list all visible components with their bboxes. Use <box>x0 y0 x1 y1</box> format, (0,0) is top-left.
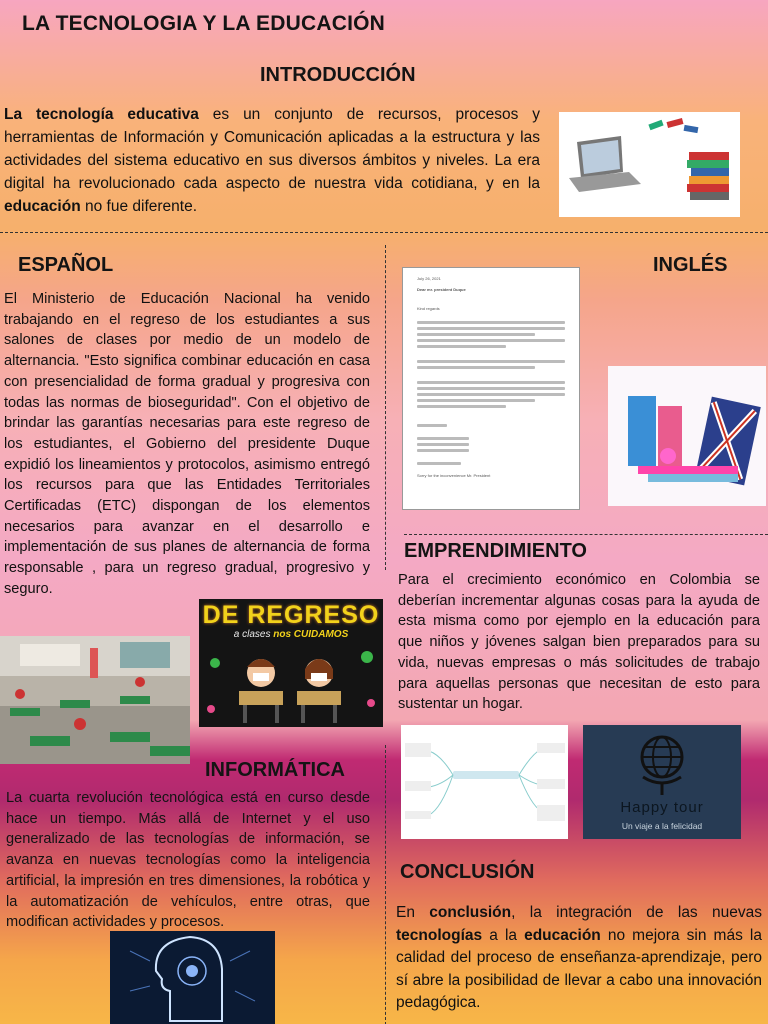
emprendimiento-heading: EMPRENDIMIENTO <box>404 540 587 562</box>
divider-emprendimiento <box>404 534 768 535</box>
laptop-books-image <box>559 112 740 217</box>
letter-image <box>402 267 580 510</box>
informatica-heading: INFORMÁTICA <box>205 759 345 781</box>
espanol-text: El Ministerio de Educación Nacional ha venido trabajando en el regreso de los estudiantes a sus salones de clases por medio de un modelo de alternancia. "Esto significa combinar educación en casa con presencialidad de forma gradual y progresiva con todas las normas de bioseguridad". Con el objetivo de brindar las garantías necesarias para este regreso de los estudiantes, el Gobierno del presidente Duque expidió los lineamientos y protocolos, asimismo entregó los recursos para que las Entidades Territoriales Certificadas (ETC) dispongan de los elementos necesarios para avanzar en el desarrollo e implementación de sus planes de alternancia de forma responsable , para un regreso gradual, progresivo y seguro. <box>4 291 370 597</box>
happy-tour-tagline: Un viaje a la felicidad <box>621 821 703 831</box>
informatica-text: La cuarta revolución tecnológica está en curso desde hace un tiempo. Más allá de Internet y el uso generalizado de las tecnologías de información, se avanza en nuevas tecnologías como la inteligencia artificial, la impresión en tres dimensiones, la robótica y la automatización de vehículos, entre otras, que modifican actividades y procesos. <box>6 790 370 931</box>
page-title: LA TECNOLOGIA Y LA EDUCACIÓN <box>22 12 385 35</box>
emprendimiento-text: Para el crecimiento económico en Colombia se deberían incrementar algunas cosas para la ayuda de esta misma como por ejemplo en la educación para que niños y jóvenes salgan bien preparados para su vida, nuevas empresas o más solicitudes de trabajo para aquellas personas que necesitan de esto para sustentar un hogar. <box>398 572 760 713</box>
divider-horizontal <box>0 232 768 233</box>
poster-subtitle: a clases nos CUIDAMOS <box>233 629 349 640</box>
letter-salutation: Dear mr. president Duque <box>417 287 466 292</box>
globe-icon <box>637 729 687 799</box>
classroom-photo <box>0 636 190 764</box>
poster-title: DE REGRESO <box>202 601 380 629</box>
intro-bold-education: educación <box>4 198 81 215</box>
letter-date: July 26, 2021 <box>417 276 441 281</box>
intro-bold-term: La tecnología educativa <box>4 106 199 123</box>
happy-tour-logo <box>583 725 741 839</box>
letter-greeting: Kind regards <box>417 306 440 311</box>
intro-text: La tecnología educativa es un conjunto de recursos, procesos y herramientas de Información y Comunicación aplicadas a la estructura y las actividades del sistema educativo en sus diversos ámbitos y niveles. La era digital ha revolucionado cada aspecto de nuestra vida cotidiana, y en la educación no fue diferente. <box>4 106 541 215</box>
poster-kids-illustration <box>199 643 383 727</box>
divider-vertical <box>385 245 386 570</box>
conclusion-heading: CONCLUSIÓN <box>400 861 535 883</box>
letter-closing: Sorry for the inconvenience Mr. President <box>417 473 491 478</box>
back-to-school-poster <box>199 599 383 727</box>
english-books-image <box>608 366 766 506</box>
conclusion-text: En conclusión, la integración de las nuevas tecnologías a la educación no mejora sin más la calidad del proceso de enseñanza-aprendizaje, pero sí abre la posibilidad de llevar a cabo una innovación pedagógica. <box>396 904 762 1011</box>
divider-vertical-lower <box>385 745 386 1024</box>
intro-heading: INTRODUCCIÓN <box>260 64 416 86</box>
espanol-heading: ESPAÑOL <box>18 254 114 276</box>
ingles-heading: INGLÉS <box>653 254 728 276</box>
happy-tour-name: Happy tour <box>620 799 704 816</box>
ai-head-image <box>110 931 275 1024</box>
mind-map-image <box>401 725 568 839</box>
